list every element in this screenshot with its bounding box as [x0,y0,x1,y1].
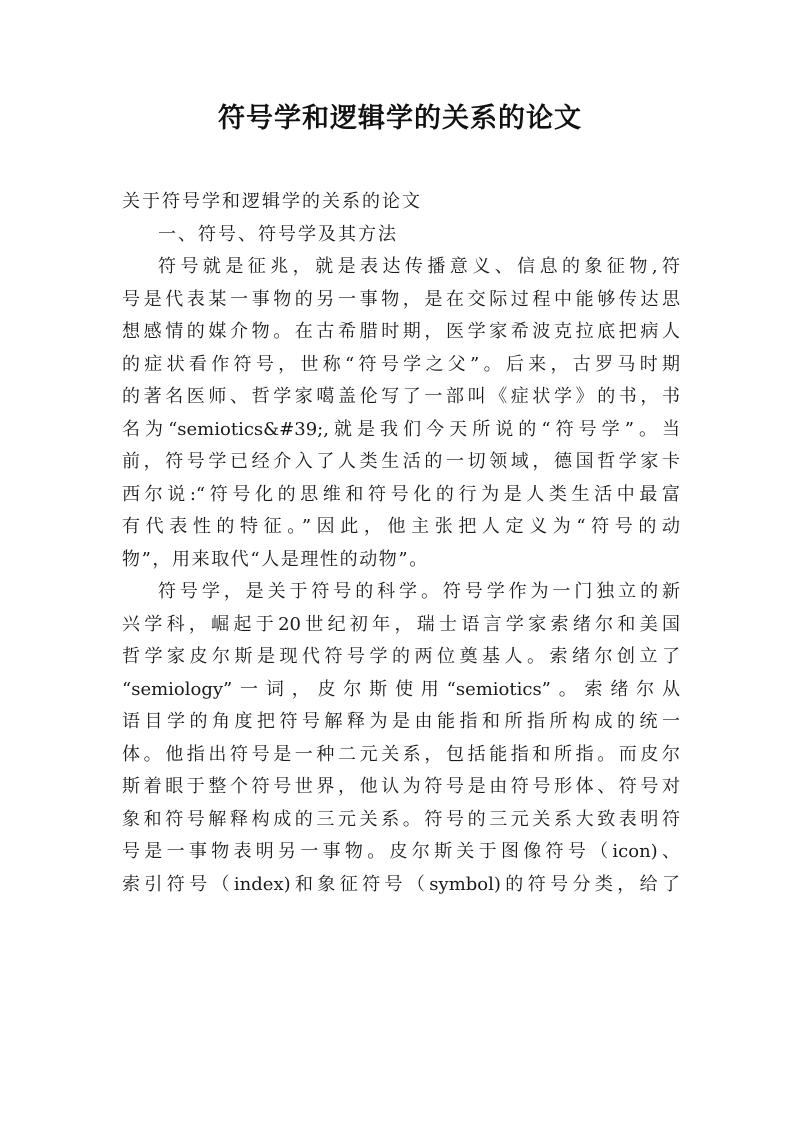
paragraph-line: 斯着眼于整个符号世界，他认为符号是由符号形体、符号对 [122,776,680,797]
paragraph-line: 想感情的媒介物。在古希腊时期，医学家希波克拉底把病人 [122,321,680,342]
section-heading: 一、符号、符号学及其方法 [158,223,398,245]
paragraph-2 [122,576,680,901]
document-title: 符号学和逻辑学的关系的论文 [218,103,582,134]
paragraph-line: 兴学科，崛起于20世纪初年，瑞士语言学家索绪尔和美国 [122,613,680,635]
paragraph-1 [122,251,680,576]
paragraph-line: 语目学的角度把符号解释为是由能指和所指所构成的统一 [122,711,680,732]
article-subtitle: 关于符号学和逻辑学的关系的论文 [122,191,422,212]
paragraph-line: 体。他指出符号是一种二元关系，包括能指和所指。而皮尔 [122,743,680,765]
paragraph-line: 号是代表某一事物的另一事物，是在交际过程中能够传达思 [122,288,680,310]
paragraph-line: 象和符号解释构成的三元关系。符号的三元关系大致表明符 [122,808,680,830]
paragraph-line: 符号就是征兆，就是表达传播意义、信息的象征物,符 [158,256,680,277]
paragraph-line: 西尔说:“符号化的思维和符号化的行为是人类生活中最富 [122,483,680,505]
paragraph-line: 符号学，是关于符号的科学。符号学作为一门独立的新 [158,581,680,602]
paragraph-line: 前，符号学已经介入了人类生活的一切领域，德国哲学家卡 [122,451,680,472]
paragraph-line: “semiology”一词，皮尔斯使用“semiotics”。索绪尔从 [122,678,680,700]
paragraph-line: 的著名医师、哲学家噶盖伦写了一部叫《症状学》的书，书 [122,386,680,407]
paragraph-line: 索引符号（index)和象征符号（symbol)的符号分类，给了 [122,873,680,895]
paragraph-line: 号是一事物表明另一事物。皮尔斯关于图像符号（icon)、 [122,841,680,862]
paragraph-line: 物”，用来取代“人是理性的动物”。 [122,548,429,570]
paragraph-line: 哲学家皮尔斯是现代符号学的两位奠基人。索绪尔创立了 [122,646,680,667]
paragraph-line: 名为“semiotics&#39;,就是我们今天所说的“符号学”。当 [122,418,680,440]
paragraph-line: 的症状看作符号，世称“符号学之父”。后来，古罗马时期 [122,353,680,375]
document-body [122,186,680,901]
paragraph-line: 有代表性的特征。”因此，他主张把人定义为“符号的动 [122,516,680,537]
